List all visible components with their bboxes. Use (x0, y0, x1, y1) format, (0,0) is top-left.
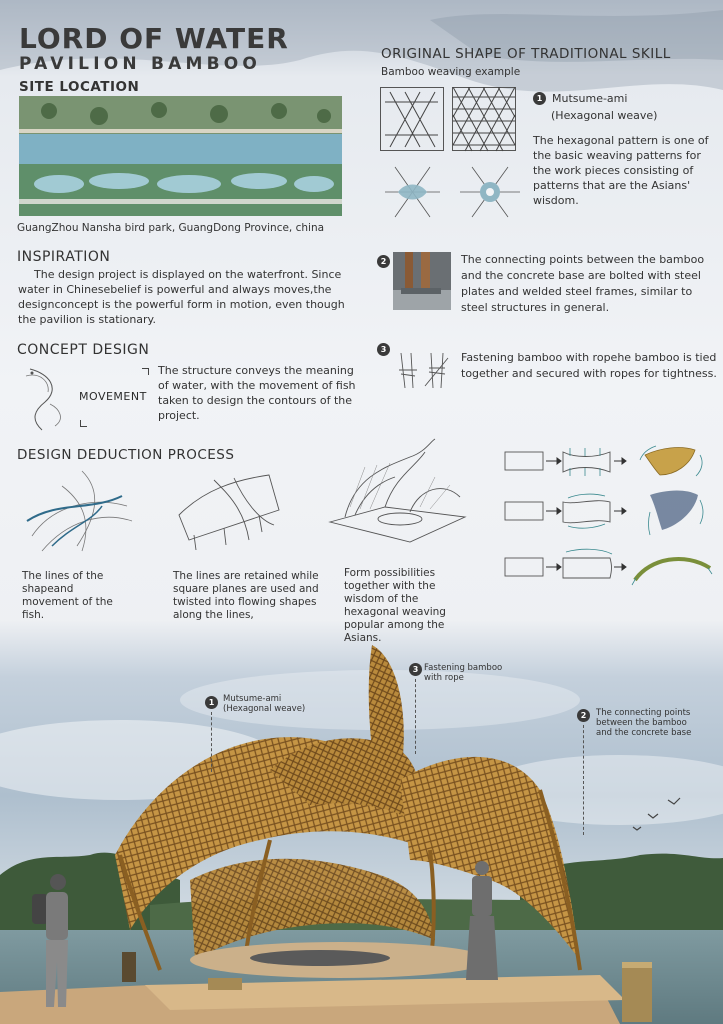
connection-text: The connecting points between the bamboo and the concrete base are bolted with steel plates and welded steel frames, similar to steel structures in general. (461, 253, 705, 314)
render-callout-2: The connecting points between the bamboo and the concrete base (596, 708, 692, 738)
rope-text: Fastening bamboo with ropehe bamboo is tied together and secured with ropes for tightness. (461, 351, 717, 380)
hex-weave-diagram-icon (380, 87, 525, 157)
poster-subtitle: PAVILION BAMBOO (19, 54, 262, 74)
visitor-figure (28, 872, 83, 1010)
deduction-heading: DESIGN DEDUCTION PROCESS (17, 447, 235, 463)
badge-1: 1 (533, 92, 546, 105)
pavilion-sketch (325, 437, 470, 552)
rope-sketch-icon (393, 348, 453, 393)
deformation-diagrams (500, 440, 715, 600)
twisted-planes-sketch (174, 470, 286, 550)
deduction-step-2: The lines are retained while square planes are used and twisted into flowing shapes along the lines, (173, 570, 319, 621)
render-leader-1 (211, 712, 212, 772)
hex-node-diagram-icon (380, 162, 530, 224)
site-map-image (19, 96, 342, 216)
birds-icon (628, 792, 688, 837)
render-badge-1: 1 (205, 696, 218, 709)
connection-photo (393, 252, 451, 310)
traditional-heading: ORIGINAL SHAPE OF TRADITIONAL SKILL (381, 46, 671, 62)
fish-lines-sketch (22, 466, 137, 556)
inspiration-heading: INSPIRATION (17, 249, 111, 265)
movement-label: MOVEMENT (79, 390, 147, 403)
fish-sketch-icon (20, 364, 72, 434)
site-location-heading: SITE LOCATION (19, 79, 140, 95)
weave-title: Mutsume-ami (552, 92, 628, 105)
concept-text: The structure conveys the meaning of water, with the movement of fish taken to design the contours of the project. (158, 364, 356, 422)
inspiration-text: The design project is displayed on the waterfront. Since water in Chinesebelief is powerful and always moves,the designconcept is the powerful form in motion, even though the pavilion is stationary. (18, 268, 345, 326)
weave-subtitle: (Hexagonal weave) (551, 109, 658, 122)
bollard-right (620, 960, 654, 1022)
render-badge-2: 2 (577, 709, 590, 722)
deduction-step-3: Form possibilities together with the wisdom of the hexagonal weaving popular among the Asians. (344, 567, 446, 644)
deduction-step-1: The lines of the shapeand movement of the fish. (22, 570, 113, 621)
poster-title: LORD OF WATER (19, 22, 289, 55)
badge-3: 3 (377, 343, 390, 356)
bracket-bottom-left (80, 420, 87, 427)
render-badge-3: 3 (409, 663, 422, 676)
render-callout-3: Fastening bamboo with rope (424, 663, 503, 683)
site-caption: GuangZhou Nansha bird park, GuangDong Province, china (17, 222, 325, 234)
badge-2: 2 (377, 255, 390, 268)
pavilion-render (100, 640, 620, 990)
traditional-subheading: Bamboo weaving example (381, 66, 521, 78)
render-leader-3 (415, 679, 416, 754)
render-callout-1: Mutsume-ami (Hexagonal weave) (223, 694, 306, 714)
bracket-top-right (142, 368, 149, 375)
render-leader-2 (583, 725, 584, 835)
weave-text: The hexagonal pattern is one of the basic weaving patterns for the work pieces consisting of patterns that are the Asians' wisdom. (533, 134, 709, 207)
concept-heading: CONCEPT DESIGN (17, 342, 150, 358)
